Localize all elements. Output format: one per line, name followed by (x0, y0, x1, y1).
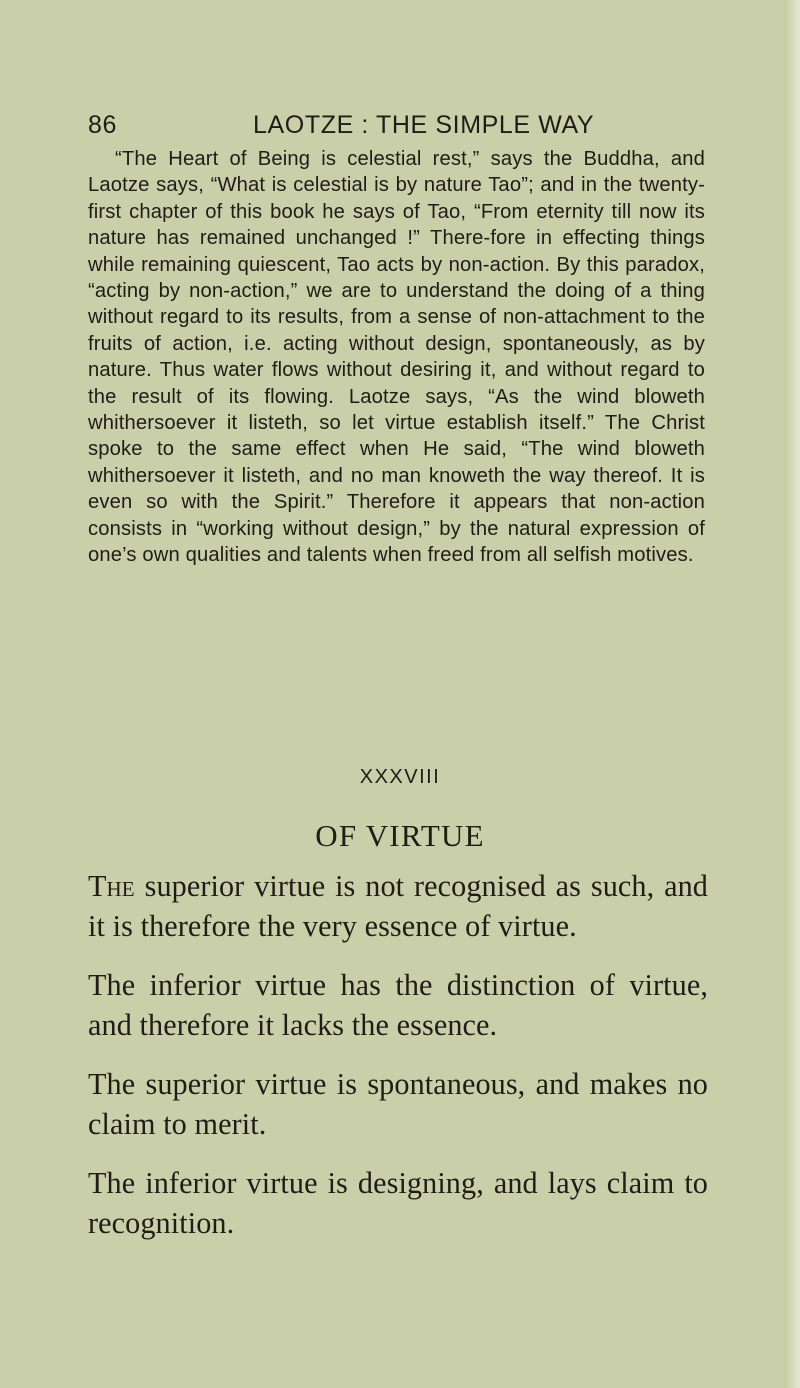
commentary-paragraph: “The Heart of Being is celestial rest,” says the Buddha, and Laotze says, “What is celestial is by nature Tao”; and in the twenty-first chapter of this book he says of Tao, “From eternity till now its nature has remained unchanged !” There-fore in effecting things while remaining quiescent, Tao acts by non-action. By this paradox, “acting by non-action,” we are to understand the doing of a thing without regard to its results, from a sense of non-attachment to the fruits of action, i.e. acting without design, spontaneously, as by nature. Thus water flows without desiring it, and without regard to the result of its flowing. Laotze says, “As the wind bloweth whithersoever it listeth, so let virtue establish itself.” The Christ spoke to the same effect when He said, “The wind bloweth whithersoever it listeth, and no man knoweth the way thereof. It is even so with the Spirit.” Therefore it appears that non-action consists in “working without design,” by the natural expression of one’s own qualities and talents when freed from all selfish motives. (88, 148, 705, 567)
chapter-number: XXXVIII (359, 766, 441, 788)
running-title: LAOTZE : THE SIMPLE WAY (253, 111, 595, 139)
verse-4: The inferior virtue is designing, and lays claim to recognition. (88, 1166, 708, 1240)
verse-1-opening-word: The (88, 869, 135, 903)
verse-2: The inferior virtue has the distinction of virtue, and therefore it lacks the essence. (88, 968, 708, 1042)
chapter-title: OF VIRTUE (315, 818, 485, 853)
verse-block (88, 866, 708, 1262)
page-edge (786, 0, 800, 1388)
page-number: 86 (88, 111, 118, 139)
running-head (88, 111, 718, 145)
verse-1 (88, 866, 708, 946)
verse-1-text: superior virtue is not recognised as such, and it is therefore the very essence of virtue. (88, 869, 708, 943)
verse-3: The superior virtue is spontaneous, and makes no claim to merit. (88, 1067, 708, 1141)
